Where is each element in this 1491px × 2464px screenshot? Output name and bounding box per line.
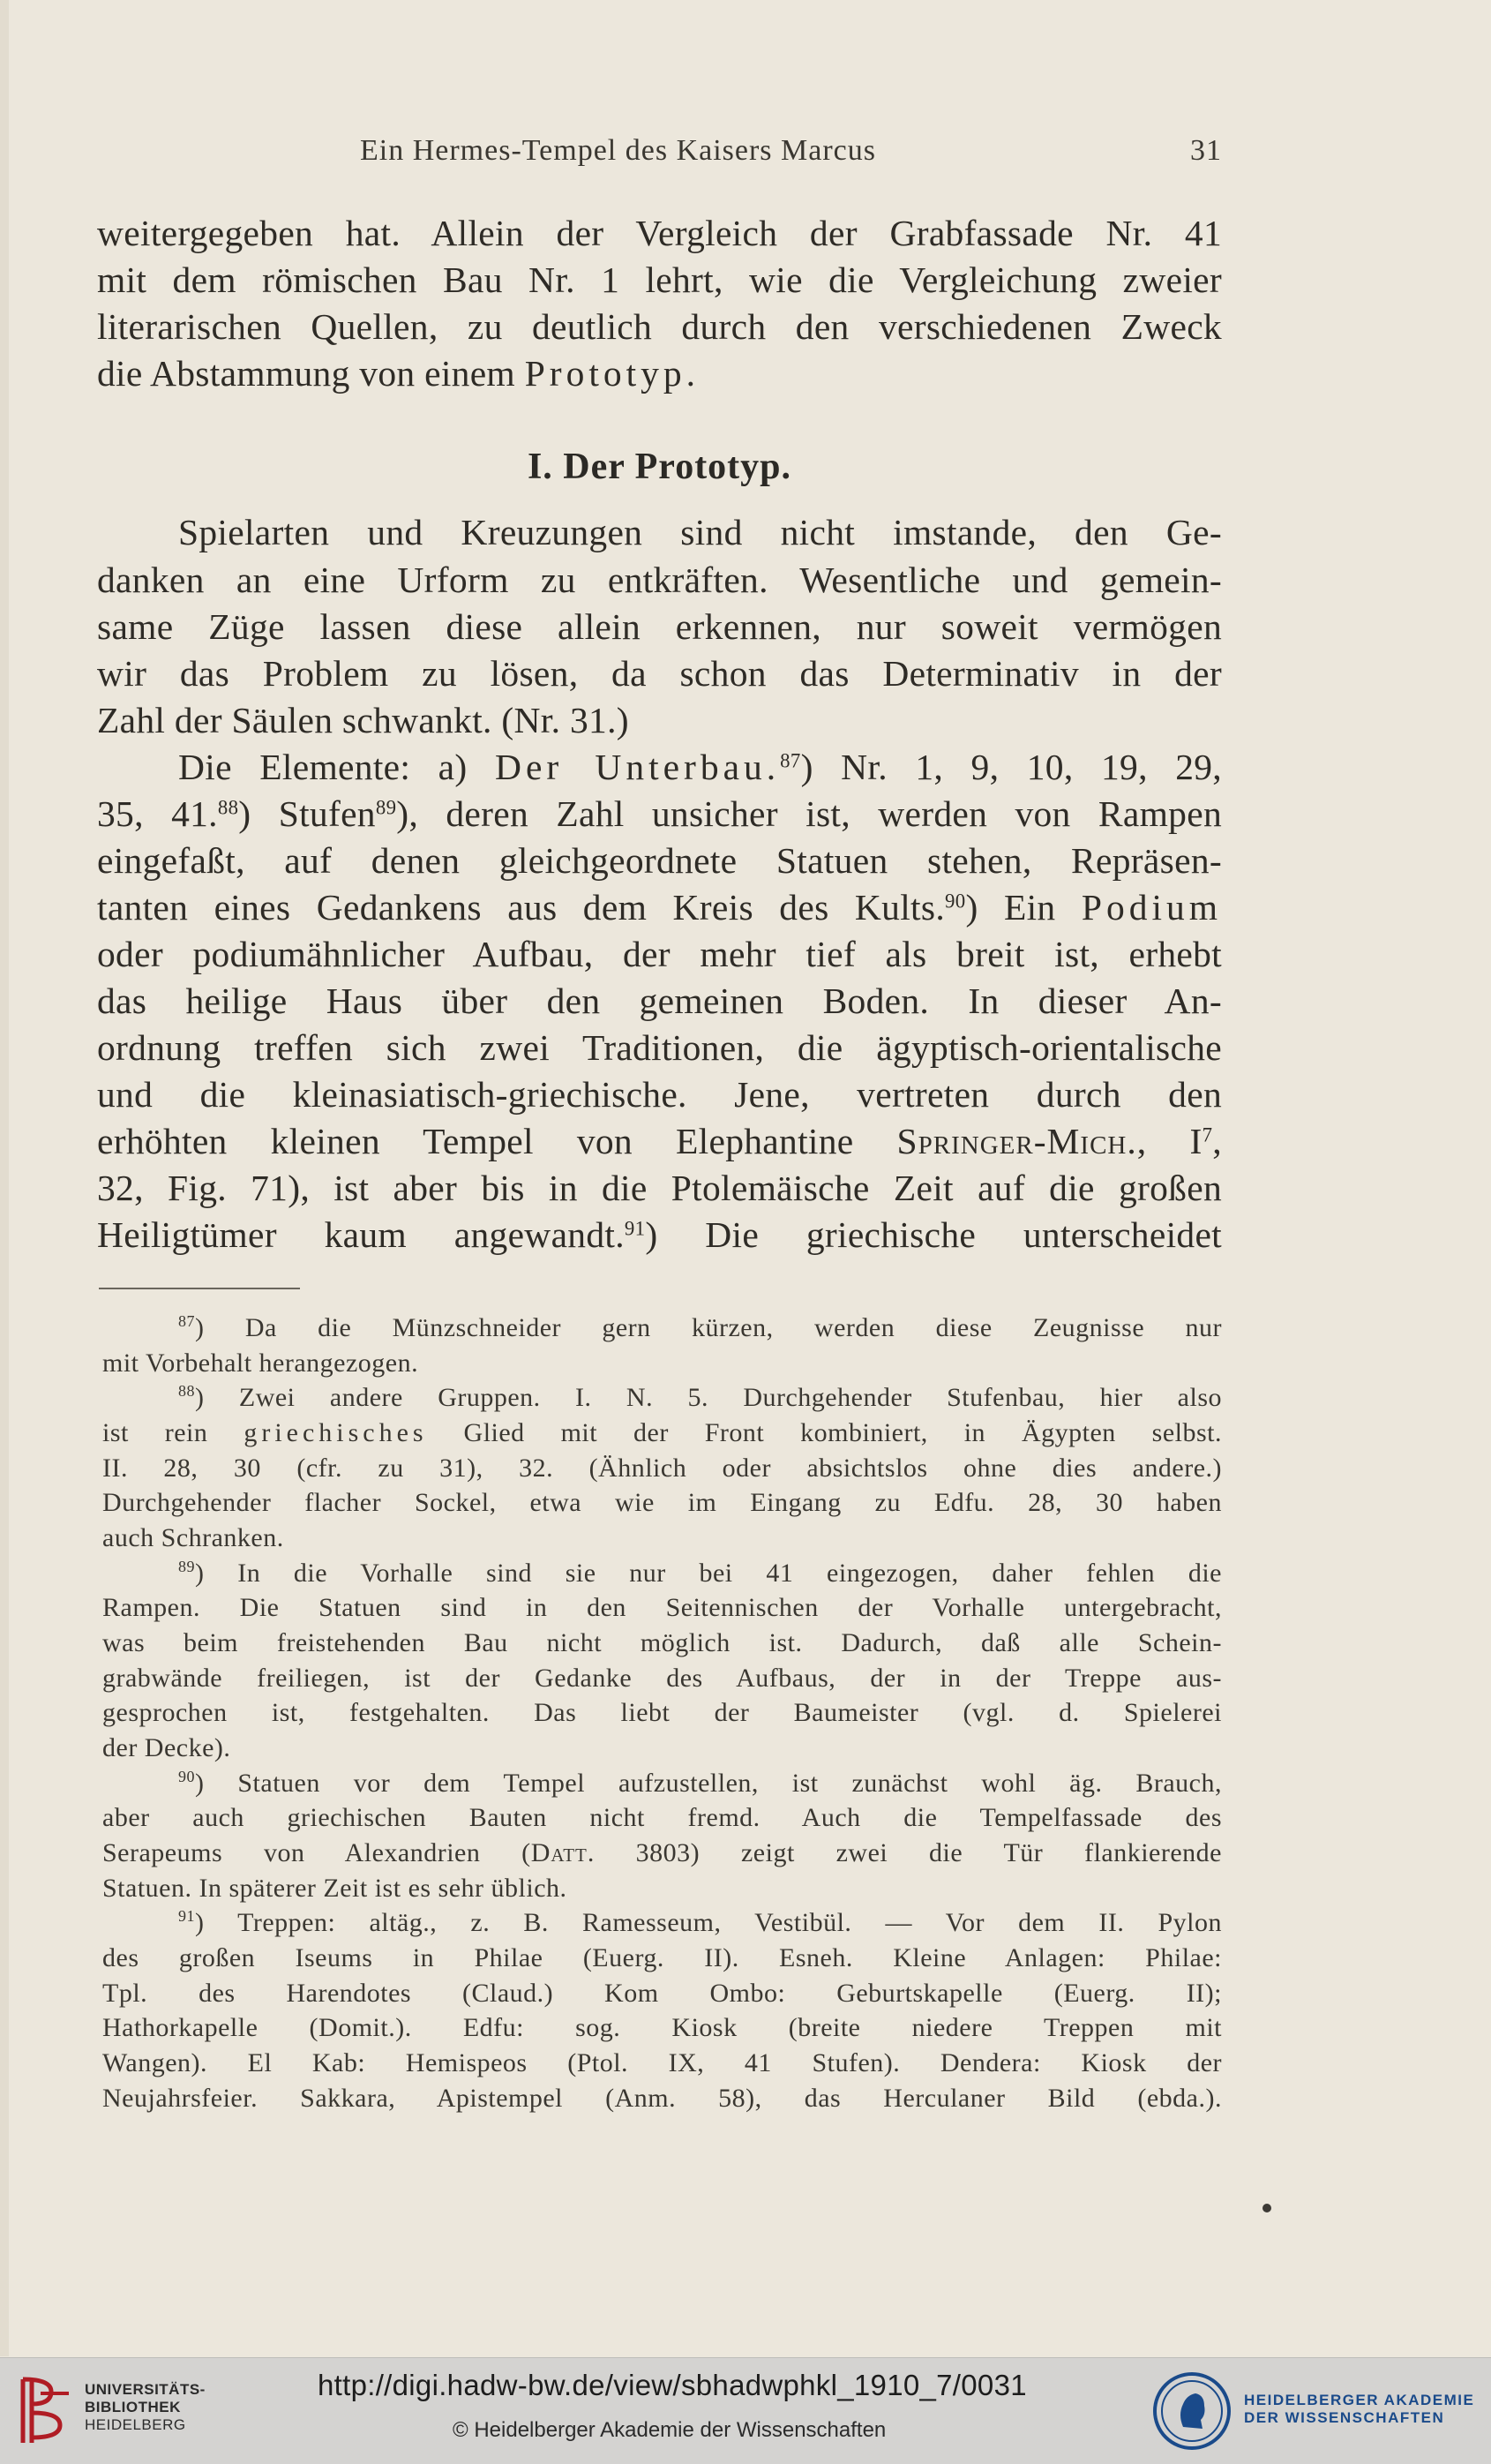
text-line: mit dem römischen Bau Nr. 1 lehrt, wie die Vergleichung zweier bbox=[97, 259, 1222, 300]
page-edge bbox=[0, 0, 9, 2356]
footnote-89: $^{89}$) In die Vorhalle sind sie nur bei 41 eingezogen, daher fehlen die bbox=[178, 1558, 1222, 1588]
footnote-ref: 89 bbox=[375, 796, 397, 819]
footnote-ref: 91 bbox=[624, 1217, 646, 1240]
text-line: Die Elemente: a) Der Unterbau.$^{87}$) Nr. 1, 9, 10, 19, 29, bbox=[178, 747, 1222, 787]
footnote-line: Statuen. In späterer Zeit ist es sehr üblich. bbox=[102, 1874, 567, 1903]
footnote-rule bbox=[99, 1288, 300, 1289]
footer-bar bbox=[0, 2357, 1491, 2464]
spaced-term: Der Unterbau. bbox=[494, 747, 781, 787]
text-line: 35, 41.88) Stufen$^{89}$), deren Zahl unsicher ist, werden von Rampen bbox=[97, 793, 1223, 834]
text-line: weitergegeben hat. Allein der Vergleich der Grabfassade Nr. 41 bbox=[97, 213, 1222, 253]
text-line: Spielarten und Kreuzungen sind nicht imstande, den Ge- bbox=[178, 512, 1222, 552]
text-line: eingefaßt, auf denen gleichgeordnete Statuen stehen, Repräsen- bbox=[97, 840, 1222, 881]
footnote-line: der Decke). bbox=[102, 1733, 231, 1762]
permalink[interactable]: http://digi.hadw-bw.de/view/sbhadwphkl_1910_7/0031 bbox=[318, 2369, 1027, 2401]
footnote-line: Rampen. Die Statuen sind in den Seitennischen der Vorhalle untergebracht, bbox=[102, 1593, 1222, 1622]
footnote-line: mit Vorbehalt herangezogen. bbox=[102, 1348, 419, 1378]
text-line: das heilige Haus über den gemeinen Boden. In dieser An- bbox=[97, 980, 1222, 1021]
text-line: und die kleinasiatisch-griechische. Jene, vertreten durch den bbox=[97, 1074, 1222, 1115]
copyright-notice: © Heidelberger Akademie der Wissenschaften bbox=[453, 2418, 887, 2442]
footnote-line: grabwände freiliegen, ist der Gedanke des Aufbaus, der in der Treppe aus- bbox=[102, 1664, 1222, 1693]
text-line: ordnung treffen sich zwei Traditionen, die ägyptisch-orientalische bbox=[97, 1027, 1222, 1068]
ink-dot bbox=[1262, 2204, 1271, 2212]
text-line: same Züge lassen diese allein erkennen, nur soweit vermögen bbox=[97, 606, 1222, 647]
text-line: danken an eine Urform zu entkräften. Wesentliche und gemein- bbox=[97, 560, 1222, 600]
footnote-ref: 88 bbox=[217, 796, 239, 819]
page-number: 31 bbox=[1190, 134, 1222, 167]
footnote-ref: 87 bbox=[780, 749, 801, 772]
text-line: wir das Problem zu lösen, da schon das Determinativ in der bbox=[97, 653, 1222, 694]
text-line: Heiligtümer kaum angewandt.$^{91}$) Die griechische unterscheidet bbox=[97, 1214, 1222, 1255]
footnote-line: ist rein griechisches Glied mit der Front kombiniert, in Ägypten selbst. bbox=[102, 1418, 1223, 1447]
footnote-90: $^{90}$) Statuen vor dem Tempel aufzustellen, ist zunächst wohl äg. Brauch, bbox=[178, 1768, 1222, 1798]
footnote-line: Durchgehender flacher Sockel, etwa wie im Eingang zu Edfu. 28, 30 haben bbox=[102, 1488, 1222, 1517]
footnote-line: Tpl. des Harendotes (Claud.) Kom Ombo: Geburtskapelle (Euerg. II); bbox=[102, 1979, 1222, 2008]
footnote-line: Serapeums von Alexandrien (Datt. 3803) zeigt zwei die Tür flankierende bbox=[102, 1838, 1222, 1867]
footnote-line: Wangen). El Kab: Hemispeos (Ptol. IX, 41 Stufen). Dendera: Kiosk der bbox=[102, 2048, 1222, 2077]
text-line: tanten eines Gedankens aus dem Kreis des Kults.$^{90}$) Ein Podium bbox=[97, 887, 1222, 928]
footnote-line: auch Schranken. bbox=[102, 1523, 284, 1552]
text-line: literarischen Quellen, zu deutlich durch den verschiedenen Zweck bbox=[97, 306, 1222, 347]
university-library-name: UNIVERSITÄTS- BIBLIOTHEK HEIDELBERG bbox=[85, 2381, 206, 2433]
spaced-term: Podium bbox=[1081, 887, 1222, 928]
text-line: die Abstammung von einem Prototyp. bbox=[97, 353, 701, 394]
footnote-line: Hathorkapelle (Domit.). Edfu: sog. Kiosk (breite niedere Treppen mit bbox=[102, 2013, 1222, 2042]
footnote-line: gesprochen ist, festgehalten. Das liebt der Baumeister (vgl. d. Spielerei bbox=[102, 1698, 1222, 1727]
footnote-line: II. 28, 30 (cfr. zu 31), 32. (Ähnlich oder absichtslos ohne dies andere.) bbox=[102, 1454, 1222, 1483]
text-line: Zahl der Säulen schwankt. (Nr. 31.) bbox=[97, 700, 629, 740]
footnote-line: Neujahrsfeier. Sakkara, Apistempel (Anm. 58), das Herculaner Bild (ebda.). bbox=[102, 2084, 1222, 2113]
academy-name: HEIDELBERGER AKADEMIE DER WISSENSCHAFTEN bbox=[1244, 2392, 1475, 2426]
university-library-logo-icon bbox=[16, 2374, 76, 2448]
author-name: Datt bbox=[530, 1838, 588, 1867]
running-title: Ein Hermes-Tempel des Kaisers Marcus bbox=[360, 134, 876, 167]
footnote-line: des großen Iseums in Philae (Euerg. II). Esneh. Kleine Anlagen: Philae: bbox=[102, 1943, 1222, 1972]
footnote-88: $^{88}$) Zwei andere Gruppen. I. N. 5. Durchgehender Stufenbau, hier also bbox=[178, 1382, 1222, 1412]
text-line: oder podiumähnlicher Aufbau, der mehr tief als breit ist, erhebt bbox=[97, 934, 1222, 974]
footnote-ref: 90 bbox=[945, 890, 966, 913]
footnote-line: was beim freistehenden Bau nicht möglich ist. Dadurch, daß alle Schein- bbox=[102, 1628, 1222, 1657]
spaced-term: Prototyp. bbox=[524, 353, 701, 394]
footnote-87: $^{87}$) Da die Münzschneider gern kürzen, werden diese Zeugnisse nur bbox=[178, 1312, 1222, 1342]
text-line: erhöhten kleinen Tempel von Elephantine Springer-Mich., $I^7$, bbox=[97, 1121, 1222, 1161]
spaced-term: griechisches bbox=[244, 1418, 428, 1447]
academy-seal-icon bbox=[1151, 2370, 1233, 2452]
footnote-line: aber auch griechischen Bauten nicht fremd. Auch die Tempelfassade des bbox=[102, 1803, 1222, 1832]
section-heading: I. Der Prototyp. bbox=[527, 447, 792, 487]
author-name: Springer-Mich. bbox=[896, 1121, 1137, 1161]
footnote-91: $^{91}$) Treppen: altäg., z. B. Ramesseum, Vestibül. — Vor dem II. Pylon bbox=[178, 1907, 1222, 1937]
text-line: 32, Fig. 71), ist aber bis in die Ptolemäische Zeit auf die großen bbox=[97, 1168, 1222, 1208]
